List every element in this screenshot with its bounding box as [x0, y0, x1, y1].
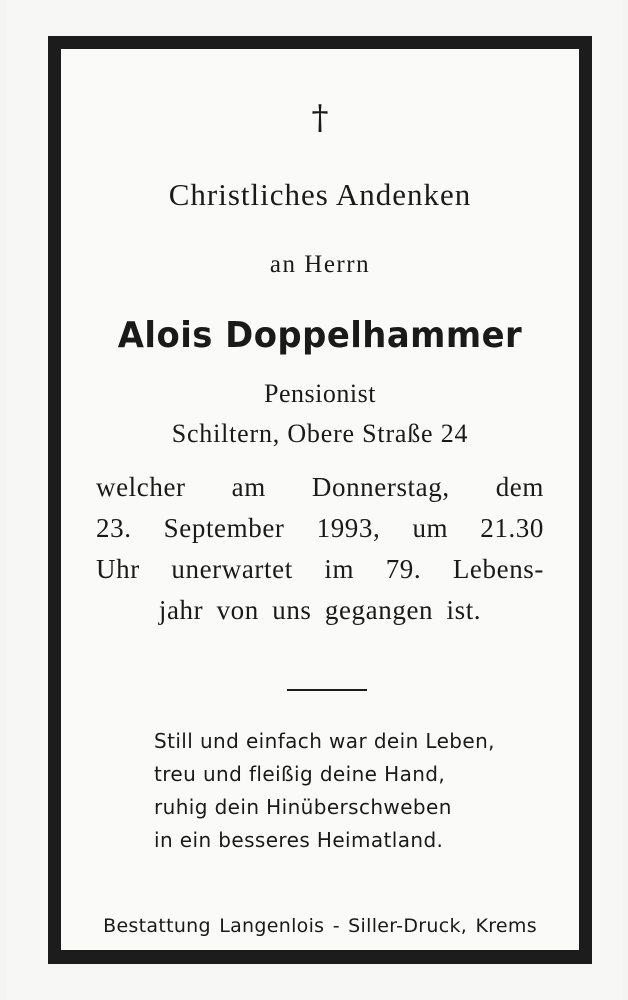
notice-line: welcher am Donnerstag, dem	[96, 472, 544, 502]
divider-line	[287, 689, 367, 691]
deceased-name: Alois Doppelhammer	[117, 315, 523, 356]
notice-line: jahr von uns gegangen ist.	[158, 595, 482, 625]
verse-line: treu und fleißig deine Hand,	[154, 762, 446, 786]
death-notice	[96, 467, 544, 631]
cross-icon: †	[311, 98, 329, 138]
verse-line: ruhig dein Hinüberschweben	[154, 795, 452, 819]
address: Schiltern, Obere Straße 24	[171, 419, 469, 448]
verse-line: in ein besseres Heimatland.	[154, 828, 444, 852]
printer-footer: Bestattung Langenlois - Siller-Druck, Krems	[103, 915, 537, 937]
verse-line: Still und einfach war dein Leben,	[154, 729, 495, 753]
notice-line: Uhr unerwartet im 79. Lebens-	[96, 554, 544, 584]
card-title: Christliches Andenken	[168, 177, 472, 212]
memorial-verse	[154, 725, 495, 857]
memorial-card	[6, 0, 622, 1000]
mourning-border-frame	[48, 36, 592, 964]
notice-line: 23. September 1993, um 21.30	[96, 513, 544, 543]
profession: Pensionist	[264, 379, 376, 408]
salutation: an Herrn	[269, 251, 371, 278]
